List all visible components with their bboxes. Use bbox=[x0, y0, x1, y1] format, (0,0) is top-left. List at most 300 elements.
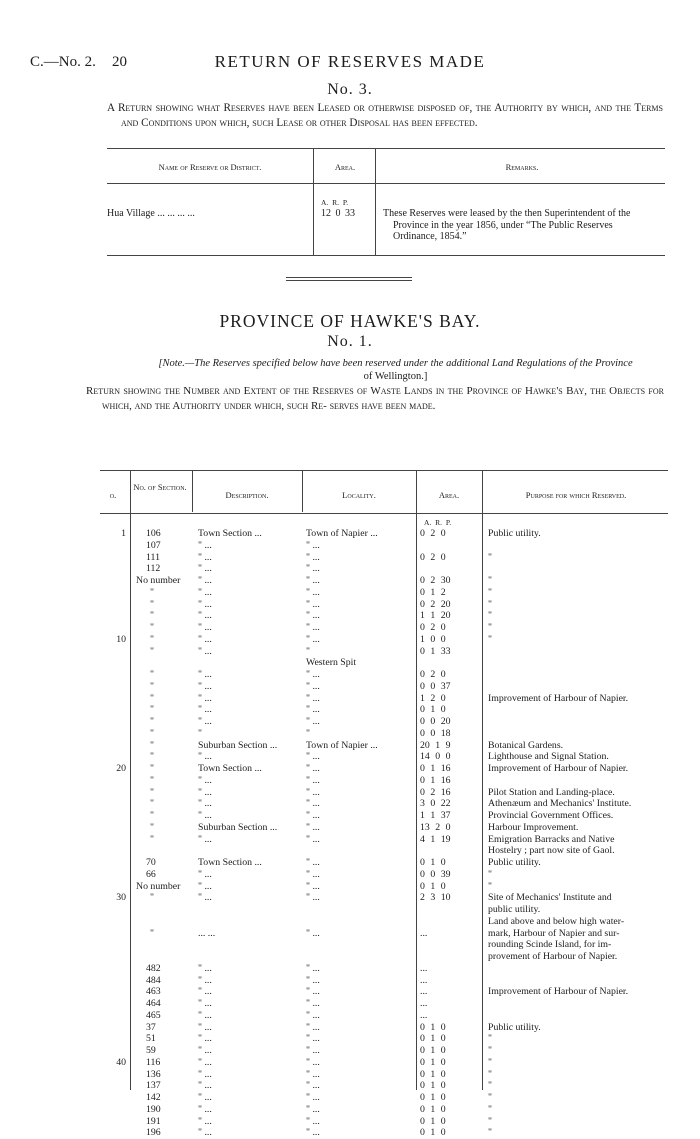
section-number-cell: " bbox=[150, 763, 154, 774]
description-cell: " ... bbox=[198, 1068, 212, 1080]
table-row bbox=[100, 1104, 668, 1116]
purpose-cell: rounding Scinde Island, for im- bbox=[488, 939, 612, 951]
description-cell: " ... bbox=[198, 1127, 212, 1139]
section-number-cell: 51 bbox=[146, 1033, 156, 1045]
description-cell: " ... bbox=[198, 810, 212, 821]
locality-cell: " ... bbox=[306, 892, 320, 904]
table-row bbox=[100, 857, 668, 869]
section-number-cell: " bbox=[150, 586, 154, 598]
locality-cell: " ... bbox=[306, 633, 320, 645]
locality-cell: " ... bbox=[306, 998, 320, 1009]
table-row bbox=[100, 798, 668, 810]
section-number-cell: " bbox=[150, 704, 154, 716]
purpose-cell: " bbox=[488, 1127, 492, 1139]
section-number-cell: 137 bbox=[146, 1080, 161, 1092]
section-number-cell: " bbox=[150, 680, 154, 692]
description-cell: " ... bbox=[198, 880, 212, 892]
description-cell: " ... bbox=[198, 1045, 212, 1056]
locality-cell: " ... bbox=[306, 563, 320, 575]
description-cell: " ... bbox=[198, 610, 212, 622]
table-rule bbox=[107, 148, 665, 149]
table-rule bbox=[100, 513, 668, 514]
column-header: Name of Reserve or District. bbox=[158, 162, 262, 172]
separator-rule bbox=[286, 277, 412, 278]
column-divider bbox=[375, 148, 376, 256]
table-row bbox=[100, 975, 668, 987]
section-number-cell: 484 bbox=[146, 974, 161, 986]
locality-cell: " ... bbox=[306, 1103, 320, 1115]
row-number: 30 bbox=[116, 892, 126, 904]
area-cell: 0 1 16 bbox=[420, 774, 451, 786]
locality-cell: " ... bbox=[306, 927, 320, 939]
description-cell: ... ... bbox=[198, 927, 216, 939]
section-number-cell: " bbox=[150, 786, 154, 798]
table-row bbox=[100, 728, 668, 740]
description-cell: " ... bbox=[198, 622, 212, 633]
area-cell: 20 1 9 bbox=[420, 739, 451, 751]
purpose-cell: " bbox=[488, 880, 492, 892]
area-cell: 0 1 16 bbox=[420, 763, 451, 774]
purpose-cell: " bbox=[488, 551, 492, 563]
purpose-cell: " bbox=[488, 868, 492, 880]
purpose-cell: provement of Harbour of Napier. bbox=[488, 951, 618, 962]
note bbox=[118, 357, 673, 383]
area-cell: ... bbox=[420, 998, 428, 1009]
area-cell: 0 1 0 bbox=[420, 1127, 446, 1139]
locality-cell: " ... bbox=[306, 821, 320, 833]
area-cell: 0 0 20 bbox=[420, 716, 451, 727]
purpose-cell: Emigration Barracks and Native bbox=[488, 833, 615, 845]
area-cell: 0 0 18 bbox=[420, 727, 451, 739]
table-row bbox=[100, 528, 668, 540]
purpose-cell: Provincial Government Offices. bbox=[488, 810, 614, 821]
section-number-cell: " bbox=[150, 727, 154, 739]
area-cell: ... bbox=[420, 974, 428, 986]
table-row bbox=[100, 622, 668, 634]
description-cell: " bbox=[198, 727, 202, 739]
area-cell: ... bbox=[420, 927, 428, 939]
locality-cell: Western Spit bbox=[306, 657, 357, 669]
locality-cell: " ... bbox=[306, 669, 320, 680]
purpose-cell: Public utility. bbox=[488, 528, 541, 539]
table-row bbox=[100, 1092, 668, 1104]
reserve-remarks bbox=[383, 208, 665, 243]
table-row bbox=[100, 763, 668, 775]
table-row bbox=[100, 892, 668, 904]
purpose-cell: Harbour Improvement. bbox=[488, 821, 579, 833]
section-number-cell: 107 bbox=[146, 539, 161, 551]
description-cell: " ... bbox=[198, 774, 212, 786]
area-cell: 0 1 0 bbox=[420, 1115, 446, 1127]
description-cell: " ... bbox=[198, 575, 212, 586]
section-number-cell: 59 bbox=[146, 1045, 156, 1056]
table-rule bbox=[107, 255, 665, 256]
purpose-cell: " bbox=[488, 633, 492, 645]
locality-cell: " ... bbox=[306, 962, 320, 974]
row-number: 10 bbox=[116, 633, 126, 645]
purpose-cell: " bbox=[488, 610, 492, 622]
table-row bbox=[100, 657, 668, 669]
description-line: serves have been made. bbox=[329, 400, 436, 412]
section-number-cell: 106 bbox=[146, 528, 161, 539]
area-cell: 0 2 0 bbox=[420, 551, 446, 563]
area-cell: 0 1 0 bbox=[420, 1080, 446, 1092]
purpose-cell: Athenæum and Mechanics' Institute. bbox=[488, 798, 632, 810]
column-header: Area. bbox=[438, 490, 460, 500]
description-cell: " ... bbox=[198, 680, 212, 692]
leased-reserves-table bbox=[107, 148, 665, 256]
table-row bbox=[100, 681, 668, 693]
area-cell: 0 1 0 bbox=[420, 1068, 446, 1080]
purpose-cell: Improvement of Harbour of Napier. bbox=[488, 692, 629, 704]
column-header: Remarks. bbox=[505, 162, 539, 172]
section-number-cell: 70 bbox=[146, 857, 156, 868]
description-cell: " ... bbox=[198, 786, 212, 798]
locality-cell: " ... bbox=[306, 833, 320, 845]
table-row bbox=[100, 740, 668, 752]
row-number: 40 bbox=[116, 1056, 126, 1068]
column-header: Purpose for which Reserved. bbox=[525, 490, 627, 500]
locality-cell: " ... bbox=[306, 1045, 320, 1056]
table-row bbox=[100, 540, 668, 552]
locality-cell: " ... bbox=[306, 751, 320, 763]
purpose-cell: Botanical Gardens. bbox=[488, 739, 564, 751]
locality-cell: " ... bbox=[306, 810, 320, 821]
section-number-cell: " bbox=[150, 927, 154, 939]
description-cell: " ... bbox=[198, 833, 212, 845]
section-number-cell: 190 bbox=[146, 1103, 161, 1115]
area-cell: 1 2 0 bbox=[420, 692, 446, 704]
table-row bbox=[100, 1069, 668, 1081]
area-cell: 13 2 0 bbox=[420, 821, 451, 833]
area-cell: 1 0 0 bbox=[420, 633, 446, 645]
table-row bbox=[100, 951, 668, 963]
locality-cell: " ... bbox=[306, 1056, 320, 1068]
area-cell: 0 2 0 bbox=[420, 622, 446, 633]
area-cell: 0 2 16 bbox=[420, 786, 451, 798]
area-cell: 0 1 0 bbox=[420, 1056, 446, 1068]
section-number-cell: 116 bbox=[146, 1056, 161, 1068]
section-number-cell: " bbox=[150, 622, 154, 633]
description-cell: " ... bbox=[198, 598, 212, 610]
area-cell: 0 1 0 bbox=[420, 1103, 446, 1115]
area-cell: 14 0 0 bbox=[420, 751, 451, 763]
purpose-cell: Site of Mechanics' Institute and bbox=[488, 892, 612, 904]
section-number-cell: 463 bbox=[146, 986, 161, 998]
purpose-cell: Lighthouse and Signal Station. bbox=[488, 751, 609, 763]
purpose-cell: Pilot Station and Landing-place. bbox=[488, 786, 615, 798]
column-header: Locality. bbox=[342, 490, 376, 500]
locality-cell: " ... bbox=[306, 880, 320, 892]
section-number-cell: " bbox=[150, 633, 154, 645]
area-cell: 0 1 0 bbox=[420, 1092, 446, 1103]
description-cell: " ... bbox=[198, 633, 212, 645]
purpose-cell: " bbox=[488, 575, 492, 586]
purpose-cell: " bbox=[488, 1068, 492, 1080]
area-cell: 0 2 30 bbox=[420, 575, 451, 586]
purpose-cell: mark, Harbour of Napier and sur- bbox=[488, 927, 620, 939]
section-number-cell: " bbox=[150, 669, 154, 680]
purpose-cell: " bbox=[488, 1033, 492, 1045]
area-cell: 2 3 10 bbox=[420, 892, 451, 904]
section-number-cell: " bbox=[150, 645, 154, 657]
description-cell: " ... bbox=[198, 998, 212, 1009]
description-cell: Suburban Section ... bbox=[198, 821, 278, 833]
reserves-table bbox=[100, 470, 668, 1139]
locality-cell: " ... bbox=[306, 798, 320, 810]
row-number: 20 bbox=[116, 763, 126, 774]
area-cell: 0 1 0 bbox=[420, 1045, 446, 1056]
purpose-cell: Improvement of Harbour of Napier. bbox=[488, 763, 629, 774]
area-cell: 0 2 0 bbox=[420, 528, 446, 539]
locality-cell: " ... bbox=[306, 857, 320, 868]
table-row bbox=[100, 928, 668, 940]
section-number-cell: " bbox=[150, 739, 154, 751]
area-cell: 0 2 20 bbox=[420, 598, 451, 610]
description-cell: " ... bbox=[198, 1080, 212, 1092]
description-cell: " ... bbox=[198, 1092, 212, 1103]
area-cell: 0 1 2 bbox=[420, 586, 446, 598]
description-cell: " ... bbox=[198, 1115, 212, 1127]
purpose-cell: Public utility. bbox=[488, 857, 541, 868]
table-rule bbox=[100, 470, 668, 471]
locality-cell: " bbox=[306, 645, 310, 657]
locality-cell: Town of Napier ... bbox=[306, 739, 378, 751]
table-row bbox=[100, 845, 668, 857]
separator-rule bbox=[286, 280, 412, 281]
description-cell: " ... bbox=[198, 645, 212, 657]
column-divider bbox=[313, 148, 314, 256]
province-title: PROVINCE OF HAWKE'S BAY. bbox=[219, 311, 481, 331]
locality-cell: " ... bbox=[306, 680, 320, 692]
description-cell: " ... bbox=[198, 586, 212, 598]
description-cell: " ... bbox=[198, 1009, 212, 1021]
locality-cell: " ... bbox=[306, 774, 320, 786]
section-number-cell: " bbox=[150, 751, 154, 763]
area-units: A. R. P. bbox=[424, 518, 452, 527]
purpose-cell: Public utility. bbox=[488, 1021, 541, 1033]
table-row bbox=[100, 1127, 668, 1139]
locality-cell: " ... bbox=[306, 610, 320, 622]
locality-cell: " ... bbox=[306, 704, 320, 716]
table-row bbox=[100, 634, 668, 646]
section-description bbox=[107, 101, 663, 131]
section-number-cell: 465 bbox=[146, 1009, 161, 1021]
section-number-cell: 196 bbox=[146, 1127, 161, 1139]
area-cell: 0 1 0 bbox=[420, 704, 446, 716]
area-cell: ... bbox=[420, 962, 428, 974]
area-units: A. R. P. bbox=[321, 198, 349, 207]
area-cell: 1 1 37 bbox=[420, 810, 451, 821]
description-line: A Return showing what Reserves have been Leased or otherwise disposed of, the bbox=[107, 102, 492, 114]
purpose-cell: " bbox=[488, 1080, 492, 1092]
locality-cell: " ... bbox=[306, 1009, 320, 1021]
purpose-cell: Improvement of Harbour of Napier. bbox=[488, 986, 629, 998]
section-description bbox=[86, 384, 664, 414]
table-row bbox=[100, 1045, 668, 1057]
area-cell: 0 1 0 bbox=[420, 1021, 446, 1033]
locality-cell: " ... bbox=[306, 586, 320, 598]
section-number-cell: " bbox=[150, 692, 154, 704]
table-row bbox=[100, 599, 668, 611]
purpose-cell: " bbox=[488, 586, 492, 598]
purpose-cell: " bbox=[488, 1045, 492, 1056]
section-number-cell: " bbox=[150, 798, 154, 810]
description-cell: " ... bbox=[198, 563, 212, 575]
table-row bbox=[100, 822, 668, 834]
area-cell: 0 0 37 bbox=[420, 680, 451, 692]
purpose-cell: " bbox=[488, 1056, 492, 1068]
section-number-cell: No number bbox=[136, 575, 181, 586]
table-row bbox=[100, 986, 668, 998]
document-reference: C.—No. 2. bbox=[30, 54, 96, 70]
table-row bbox=[100, 716, 668, 728]
description-cell: " ... bbox=[198, 551, 212, 563]
section-number-cell: 136 bbox=[146, 1068, 161, 1080]
description-cell: " ... bbox=[198, 974, 212, 986]
column-divider bbox=[192, 470, 193, 512]
table-row bbox=[100, 610, 668, 622]
description-cell: Suburban Section ... bbox=[198, 739, 278, 751]
description-cell: " ... bbox=[198, 868, 212, 880]
remarks-line: Ordinance, 1854.” bbox=[393, 231, 467, 243]
purpose-cell: public utility. bbox=[488, 904, 541, 915]
section-number-cell: " bbox=[150, 774, 154, 786]
description-cell: " ... bbox=[198, 1056, 212, 1068]
section-number-cell: 112 bbox=[146, 563, 161, 575]
table-row bbox=[100, 704, 668, 716]
locality-cell: Town of Napier ... bbox=[306, 528, 378, 539]
table-row bbox=[100, 775, 668, 787]
table-row bbox=[100, 751, 668, 763]
section-number-cell: " bbox=[150, 892, 154, 904]
area-cell: 1 1 20 bbox=[420, 610, 451, 622]
locality-cell: " ... bbox=[306, 986, 320, 998]
purpose-cell: " bbox=[488, 598, 492, 610]
purpose-cell: " bbox=[488, 622, 492, 633]
locality-cell: " ... bbox=[306, 868, 320, 880]
table-row bbox=[100, 1080, 668, 1092]
page-title: RETURN OF RESERVES MADE bbox=[214, 52, 486, 71]
area-cell: 4 1 19 bbox=[420, 833, 451, 845]
locality-cell: " ... bbox=[306, 622, 320, 633]
locality-cell: " ... bbox=[306, 1127, 320, 1139]
description-cell: " ... bbox=[198, 1103, 212, 1115]
table-row bbox=[100, 1057, 668, 1069]
table-row bbox=[100, 916, 668, 928]
table-row bbox=[100, 869, 668, 881]
column-header: o. bbox=[109, 490, 117, 500]
description-cell: " ... bbox=[198, 704, 212, 716]
section-number-cell: No number bbox=[136, 880, 181, 892]
table-row bbox=[100, 646, 668, 658]
column-divider bbox=[302, 470, 303, 512]
section-number-cell: 464 bbox=[146, 998, 161, 1009]
description-cell: " ... bbox=[198, 669, 212, 680]
section-number-cell: " bbox=[150, 598, 154, 610]
description-line: Authority by which, and the Terms and Conditions upon which, such Lease or other bbox=[121, 102, 663, 129]
table-row bbox=[100, 1010, 668, 1022]
table-row bbox=[100, 963, 668, 975]
locality-cell: " ... bbox=[306, 1068, 320, 1080]
locality-cell: " ... bbox=[306, 974, 320, 986]
note-line: [Note.—The Reserves specified below have been reserved under the additional Land Regulations of the Province bbox=[158, 358, 633, 369]
purpose-cell: Land above and below high water- bbox=[488, 915, 625, 927]
section-number-cell: " bbox=[150, 810, 154, 821]
description-line: Disposal has been effected. bbox=[349, 117, 478, 129]
table-row bbox=[100, 904, 668, 916]
note-line: of Wellington.] bbox=[363, 371, 428, 382]
table-row bbox=[100, 1116, 668, 1128]
purpose-cell: " bbox=[488, 1092, 492, 1103]
section-number-cell: 191 bbox=[146, 1115, 161, 1127]
section-number: No. 1. bbox=[327, 333, 373, 350]
table-row bbox=[100, 587, 668, 599]
description-cell: " ... bbox=[198, 1021, 212, 1033]
remarks-line: These Reserves were leased by the then Superintendent of the bbox=[383, 208, 631, 219]
reserve-name: Hua Village ... ... ... ... bbox=[107, 208, 195, 219]
locality-cell: " ... bbox=[306, 1080, 320, 1092]
section-number-cell: " bbox=[150, 821, 154, 833]
description-cell: Town Section ... bbox=[198, 763, 262, 774]
section-number-cell: 142 bbox=[146, 1092, 161, 1103]
table-row bbox=[100, 834, 668, 846]
area-cell: ... bbox=[420, 986, 428, 998]
locality-cell: " ... bbox=[306, 1021, 320, 1033]
description-cell: " ... bbox=[198, 716, 212, 727]
description-cell: " ... bbox=[198, 751, 212, 763]
table-row bbox=[100, 575, 668, 587]
table-row bbox=[100, 998, 668, 1010]
table-row bbox=[100, 563, 668, 575]
area-cell: ... bbox=[420, 1009, 428, 1021]
page-number: 20 bbox=[112, 54, 127, 70]
table-row bbox=[100, 693, 668, 705]
locality-cell: " ... bbox=[306, 1115, 320, 1127]
area-cell: 0 1 0 bbox=[420, 857, 446, 868]
locality-cell: " ... bbox=[306, 575, 320, 586]
area-cell: 0 0 39 bbox=[420, 868, 451, 880]
section-number-cell: " bbox=[150, 716, 154, 727]
locality-cell: " ... bbox=[306, 692, 320, 704]
table-row bbox=[100, 1022, 668, 1034]
table-row bbox=[100, 1033, 668, 1045]
section-number-cell: 482 bbox=[146, 962, 161, 974]
description-cell: " ... bbox=[198, 1033, 212, 1045]
purpose-cell: " bbox=[488, 1115, 492, 1127]
column-header: No. of Section. bbox=[133, 482, 187, 492]
locality-cell: " ... bbox=[306, 716, 320, 727]
description-cell: Town Section ... bbox=[198, 528, 262, 539]
locality-cell: " ... bbox=[306, 763, 320, 774]
section-number-cell: 66 bbox=[146, 868, 156, 880]
table-row bbox=[100, 810, 668, 822]
section-number: No. 3. bbox=[327, 81, 373, 98]
locality-cell: " ... bbox=[306, 786, 320, 798]
column-header: Area. bbox=[334, 162, 356, 172]
description-cell: " ... bbox=[198, 539, 212, 551]
table-rule bbox=[107, 183, 665, 184]
locality-cell: " bbox=[306, 727, 310, 739]
area-cell: 0 1 0 bbox=[420, 1033, 446, 1045]
description-cell: Town Section ... bbox=[198, 857, 262, 868]
table-row bbox=[100, 787, 668, 799]
reserve-area: 12 0 33 bbox=[321, 208, 355, 219]
remarks-line: Province in the year 1856, under “The Public Reserves bbox=[393, 219, 613, 231]
table-row bbox=[100, 669, 668, 681]
section-number-cell: 111 bbox=[146, 551, 160, 563]
description-cell: " ... bbox=[198, 986, 212, 998]
